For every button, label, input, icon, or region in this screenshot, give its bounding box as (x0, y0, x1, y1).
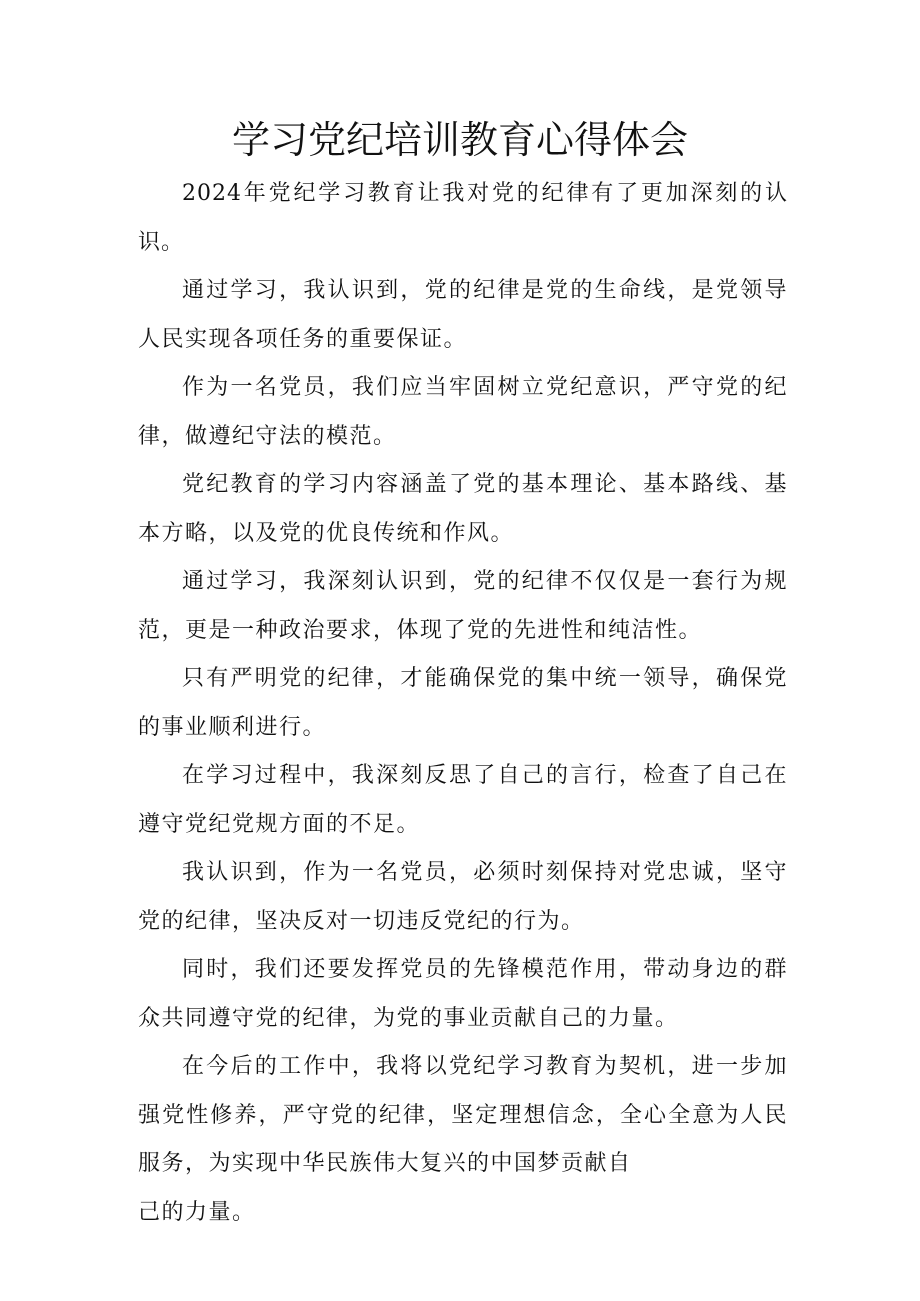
paragraph-7: 在学习过程中，我深刻反思了自己的言行，检查了自己在遵守党纪党规方面的不足。 (138, 763, 788, 837)
paragraph-1: 2024年党纪学习教育让我对党的纪律有了更加深刻的认识。 (138, 181, 788, 255)
paragraph-9: 同时，我们还要发挥党员的先锋模范作用，带动身边的群众共同遵守党的纪律，为党的事业贡献自己的力量。 (138, 957, 788, 1031)
paragraph-6: 只有严明党的纪律，才能确保党的集中统一领导，确保党的事业顺利进行。 (138, 666, 788, 740)
document-title: 学习党纪培训教育心得体会 (231, 118, 688, 162)
paragraph-8: 我认识到，作为一名党员，必须时刻保持对党忠诚，坚守党的纪律，坚决反对一切违反党纪的行为。 (138, 860, 788, 934)
paragraph-4: 党纪教育的学习内容涵盖了党的基本理论、基本路线、基本方略，以及党的优良传统和作风。 (138, 472, 788, 546)
paragraph-5: 通过学习，我深刻认识到，党的纪律不仅仅是一套行为规范，更是一种政治要求，体现了党的先进性和纯洁性。 (138, 569, 788, 643)
document-body (138, 170, 788, 1237)
paragraph-10: 在今后的工作中，我将以党纪学习教育为契机，进一步加强党性修养，严守党的纪律，坚定理想信念，全心全意为人民服务，为实现中华民族伟大复兴的中国梦贡献自 (138, 1054, 788, 1176)
paragraph-3: 作为一名党员，我们应当牢固树立党纪意识，严守党的纪律，做遵纪守法的模范。 (138, 375, 788, 449)
paragraph-tail: 己的力量。 (138, 1199, 256, 1225)
paragraph-2: 通过学习，我认识到，党的纪律是党的生命线，是党领导人民实现各项任务的重要保证。 (138, 278, 788, 352)
